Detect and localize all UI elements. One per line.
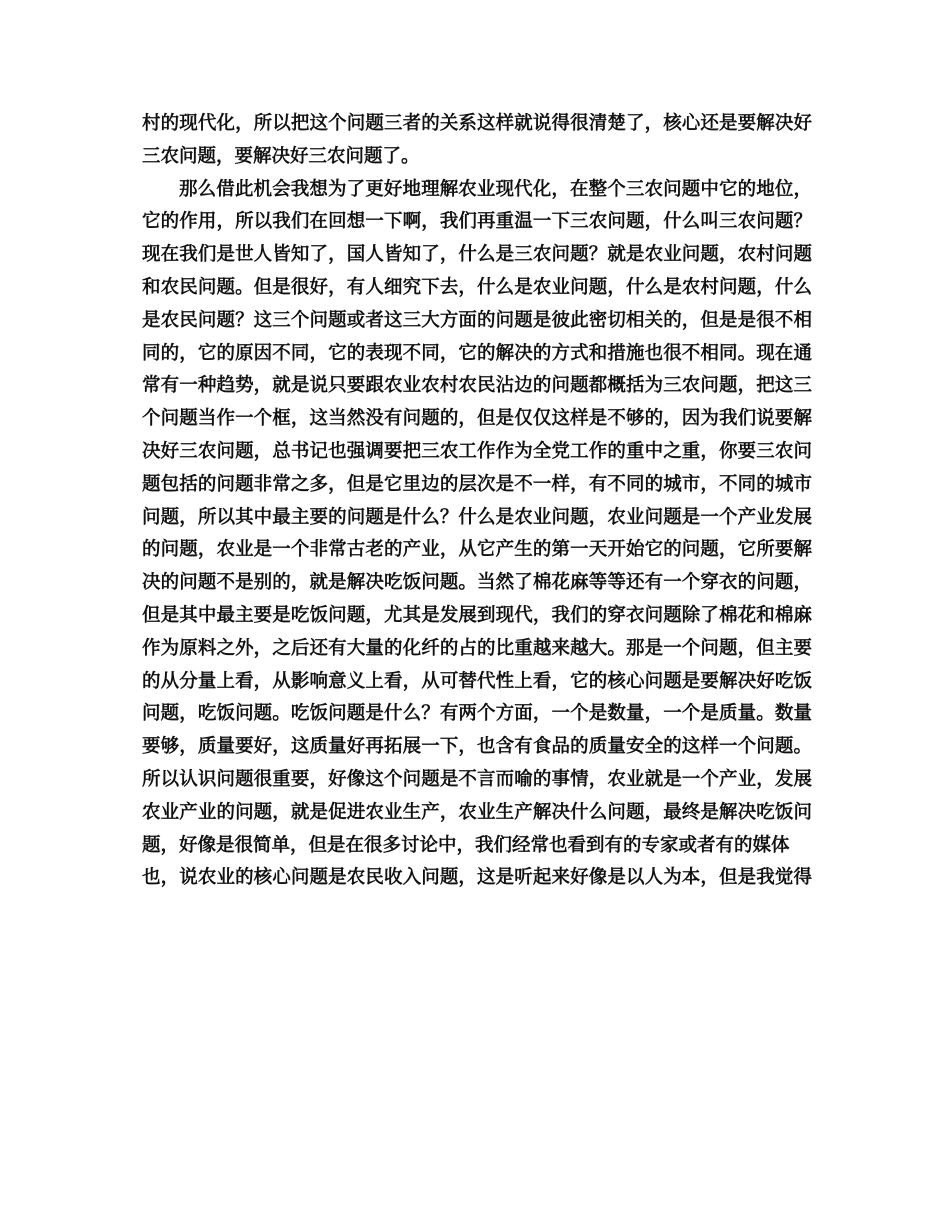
text-line: 问题，吃饭问题。吃饭问题是什么？有两个方面，一个是数量，一个是质量。数量 [142,703,812,725]
text-line: 但是其中最主要是吃饭问题，尤其是发展到现代，我们的穿衣问题除了棉花和棉麻 [142,604,812,626]
text-line: 村的现代化，所以把这个问题三者的关系这样就说得很清楚了，核心还是要解决好 [142,113,812,134]
text-line: 所以认识问题很重要，好像这个问题是不言而喻的事情，农业就是一个产业，发展 [142,768,812,790]
text-line: 作为原料之外，之后还有大量的化纤的占的比重越来越大。那是一个问题，但主要 [142,637,812,659]
text-line: 要够，质量要好，这质量好再拓展一下，也含有食品的质量安全的这样一个问题。 [142,736,812,758]
text-line: 和农民问题。但是很好，有人细究下去，什么是农业问题，什么是农村问题，什么 [142,276,812,298]
text-line: 它的作用，所以我们在回想一下啊，我们再重温一下三农问题，什么叫三农问题？ [142,211,812,233]
text-line: 也，说农业的核心问题是农民收入问题，这是听起来好像是以人为本，但是我觉得 [142,867,812,889]
text-line: 问题，所以其中最主要的问题是什么？什么是农业问题，农业问题是一个产业发展 [142,506,812,528]
text-line: 题，好像是很简单，但是在很多讨论中，我们经常也看到有的专家或者有的媒体 [142,834,790,856]
text-line: 个问题当作一个框，这当然没有问题的，但是仅仅这样是不够的，因为我们说要解 [142,408,812,430]
text-line: 同的，它的原因不同，它的表现不同，它的解决的方式和措施也很不相同。现在通 [142,342,812,364]
text-line: 现在我们是世人皆知了，国人皆知了，什么是三农问题？就是农业问题，农村问题 [142,244,812,266]
text-line: 是农民问题？这三个问题或者这三大方面的问题是彼此密切相关的，但是是很不相 [142,309,812,331]
text-line: 那么借此机会我想为了更好地理解农业现代化，在整个三农问题中它的地位， [179,178,812,200]
text-line: 农业产业的问题，就是促进农业生产，农业生产解决什么问题，最终是解决吃饭问 [142,801,812,823]
body-text [142,108,812,895]
text-line: 决好三农问题，总书记也强调要把三农工作作为全党工作的重中之重，你要三农问 [142,440,812,462]
text-line: 常有一种趋势，就是说只要跟农业农村农民沾边的问题都概括为三农问题，把这三 [142,375,812,397]
text-line: 的问题，农业是一个非常古老的产业，从它产生的第一天开始它的问题，它所要解 [142,539,812,561]
text-line: 三农问题，要解决好三农问题了。 [142,145,420,167]
text-line: 题包括的问题非常之多，但是它里边的层次是不一样，有不同的城市，不同的城市 [142,473,812,495]
text-line: 决的问题不是别的，就是解决吃饭问题。当然了棉花麻等等还有一个穿衣的问题， [142,572,812,594]
text-line: 的从分量上看，从影响意义上看，从可替代性上看，它的核心问题是要解决好吃饭 [142,670,812,692]
